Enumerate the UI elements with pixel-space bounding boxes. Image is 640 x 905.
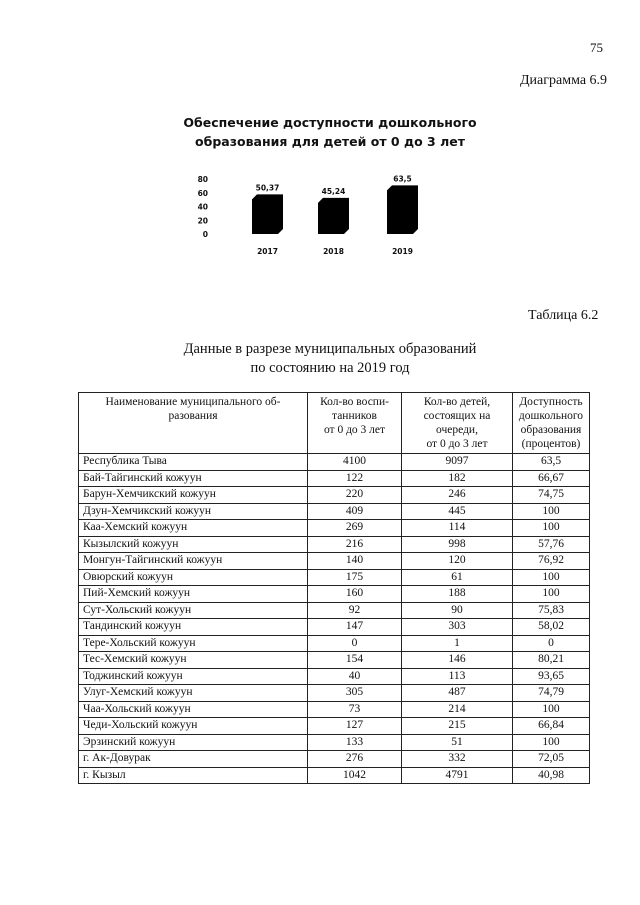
cell-municipality: Пий-Хемский кожуун <box>79 586 308 603</box>
cell-pupils: 0 <box>308 635 402 652</box>
cell-availability: 76,92 <box>513 553 590 570</box>
cell-municipality: Каа-Хемский кожуун <box>79 520 308 537</box>
cell-queue: 188 <box>402 586 513 603</box>
cell-pupils: 276 <box>308 751 402 768</box>
cell-availability: 0 <box>513 635 590 652</box>
cell-availability: 100 <box>513 520 590 537</box>
cell-pupils: 4100 <box>308 454 402 471</box>
cell-availability: 40,98 <box>513 767 590 784</box>
cell-queue: 246 <box>402 487 513 504</box>
cell-municipality: Сут-Хольский кожуун <box>79 602 308 619</box>
cell-queue: 215 <box>402 718 513 735</box>
cell-pupils: 305 <box>308 685 402 702</box>
cell-availability: 63,5 <box>513 454 590 471</box>
cell-queue: 146 <box>402 652 513 669</box>
cell-availability: 80,21 <box>513 652 590 669</box>
bar <box>318 198 349 234</box>
cell-availability: 74,75 <box>513 487 590 504</box>
chart-title-line-1: Обеспечение доступности дошкольного <box>183 115 477 130</box>
table-row <box>79 470 590 487</box>
cell-availability: 100 <box>513 701 590 718</box>
cell-queue: 61 <box>402 569 513 586</box>
cell-queue: 487 <box>402 685 513 702</box>
cell-availability: 93,65 <box>513 668 590 685</box>
table-row <box>79 536 590 553</box>
x-tick-label: 2017 <box>257 247 278 256</box>
table-row <box>79 586 590 603</box>
cell-pupils: 409 <box>308 503 402 520</box>
cell-queue: 1 <box>402 635 513 652</box>
cell-municipality: Барун-Хемчикский кожуун <box>79 487 308 504</box>
cell-availability: 66,84 <box>513 718 590 735</box>
cell-pupils: 220 <box>308 487 402 504</box>
cell-municipality: Чаа-Хольский кожуун <box>79 701 308 718</box>
cell-pupils: 160 <box>308 586 402 603</box>
header-pupils: Кол-во воспи- танников от 0 до 3 лет <box>308 393 402 454</box>
table-row <box>79 685 590 702</box>
table-caption-line-2: по состоянию на 2019 год <box>250 360 410 376</box>
table-row <box>79 569 590 586</box>
cell-pupils: 140 <box>308 553 402 570</box>
table-row <box>79 767 590 784</box>
cell-pupils: 122 <box>308 470 402 487</box>
table-row <box>79 520 590 537</box>
cell-queue: 332 <box>402 751 513 768</box>
header-availability: Доступность дошкольного образования (процентов) <box>513 393 590 454</box>
cell-availability: 75,83 <box>513 602 590 619</box>
cell-municipality: Чеди-Хольский кожуун <box>79 718 308 735</box>
cell-municipality: Тере-Хольский кожуун <box>79 635 308 652</box>
cell-queue: 214 <box>402 701 513 718</box>
cell-municipality: г. Кызыл <box>79 767 308 784</box>
cell-municipality: г. Ак-Довурак <box>79 751 308 768</box>
table-body <box>79 454 590 784</box>
cell-municipality: Тоджинский кожуун <box>79 668 308 685</box>
table-row <box>79 652 590 669</box>
cell-queue: 114 <box>402 520 513 537</box>
table-row <box>79 635 590 652</box>
chart-title <box>180 113 480 151</box>
cell-pupils: 175 <box>308 569 402 586</box>
cell-pupils: 1042 <box>308 767 402 784</box>
table-label: Таблица 6.2 <box>528 308 599 323</box>
cell-municipality: Бай-Тайгинский кожуун <box>79 470 308 487</box>
data-label: 50,37 <box>255 183 280 193</box>
x-tick-label: 2019 <box>392 247 413 256</box>
table-header-row <box>79 393 590 454</box>
table-row <box>79 454 590 471</box>
cell-municipality: Тандинский кожуун <box>79 619 308 636</box>
table-row <box>79 751 590 768</box>
cell-pupils: 154 <box>308 652 402 669</box>
cell-availability: 100 <box>513 503 590 520</box>
cell-availability: 66,67 <box>513 470 590 487</box>
bar <box>387 185 418 234</box>
header-municipality: Наименование муниципального об- разования <box>79 393 308 454</box>
header-queue: Кол-во детей, состоящих на очереди, от 0 до 3 лет <box>402 393 513 454</box>
cell-queue: 303 <box>402 619 513 636</box>
cell-availability: 100 <box>513 586 590 603</box>
cell-pupils: 127 <box>308 718 402 735</box>
cell-availability: 100 <box>513 734 590 751</box>
table-row <box>79 619 590 636</box>
table-row <box>79 734 590 751</box>
y-tick-label: 40 <box>197 202 208 212</box>
cell-queue: 998 <box>402 536 513 553</box>
cell-pupils: 73 <box>308 701 402 718</box>
cell-municipality: Улуг-Хемский кожуун <box>79 685 308 702</box>
table-row <box>79 553 590 570</box>
cell-availability: 100 <box>513 569 590 586</box>
y-tick-label: 80 <box>197 175 208 184</box>
cell-queue: 51 <box>402 734 513 751</box>
table-row <box>79 602 590 619</box>
cell-availability: 72,05 <box>513 751 590 768</box>
cell-municipality: Эрзинский кожуун <box>79 734 308 751</box>
table-row <box>79 718 590 735</box>
data-label: 45,24 <box>321 186 346 196</box>
cell-municipality: Дзун-Хемчикский кожуун <box>79 503 308 520</box>
table-caption-line-1: Данные в разрезе муниципальных образований <box>183 341 477 357</box>
diagram-label: Диаграмма 6.9 <box>520 73 608 88</box>
x-tick-label: 2018 <box>323 247 344 256</box>
cell-pupils: 92 <box>308 602 402 619</box>
table-caption <box>130 340 530 378</box>
cell-municipality: Монгун-Тайгинский кожуун <box>79 553 308 570</box>
cell-availability: 57,76 <box>513 536 590 553</box>
cell-pupils: 269 <box>308 520 402 537</box>
cell-queue: 120 <box>402 553 513 570</box>
cell-municipality: Тес-Хемский кожуун <box>79 652 308 669</box>
page-number: 75 <box>590 40 603 55</box>
bar <box>252 194 283 234</box>
cell-queue: 113 <box>402 668 513 685</box>
table-row <box>79 668 590 685</box>
cell-queue: 445 <box>402 503 513 520</box>
y-tick-label: 20 <box>197 216 208 226</box>
cell-municipality: Республика Тыва <box>79 454 308 471</box>
bar-chart <box>190 170 430 270</box>
table-row <box>79 503 590 520</box>
cell-pupils: 40 <box>308 668 402 685</box>
cell-queue: 9097 <box>402 454 513 471</box>
table-row <box>79 701 590 718</box>
cell-pupils: 216 <box>308 536 402 553</box>
chart-title-line-2: образования для детей от 0 до 3 лет <box>195 134 465 149</box>
municipal-data-table <box>78 392 590 784</box>
data-label: 63,5 <box>393 174 412 184</box>
table-row <box>79 487 590 504</box>
cell-availability: 74,79 <box>513 685 590 702</box>
cell-pupils: 147 <box>308 619 402 636</box>
cell-municipality: Овюрский кожуун <box>79 569 308 586</box>
y-tick-label: 0 <box>202 230 208 239</box>
cell-availability: 58,02 <box>513 619 590 636</box>
cell-queue: 182 <box>402 470 513 487</box>
cell-queue: 4791 <box>402 767 513 784</box>
cell-pupils: 133 <box>308 734 402 751</box>
cell-municipality: Кызылский кожуун <box>79 536 308 553</box>
cell-queue: 90 <box>402 602 513 619</box>
y-tick-label: 60 <box>197 188 208 198</box>
